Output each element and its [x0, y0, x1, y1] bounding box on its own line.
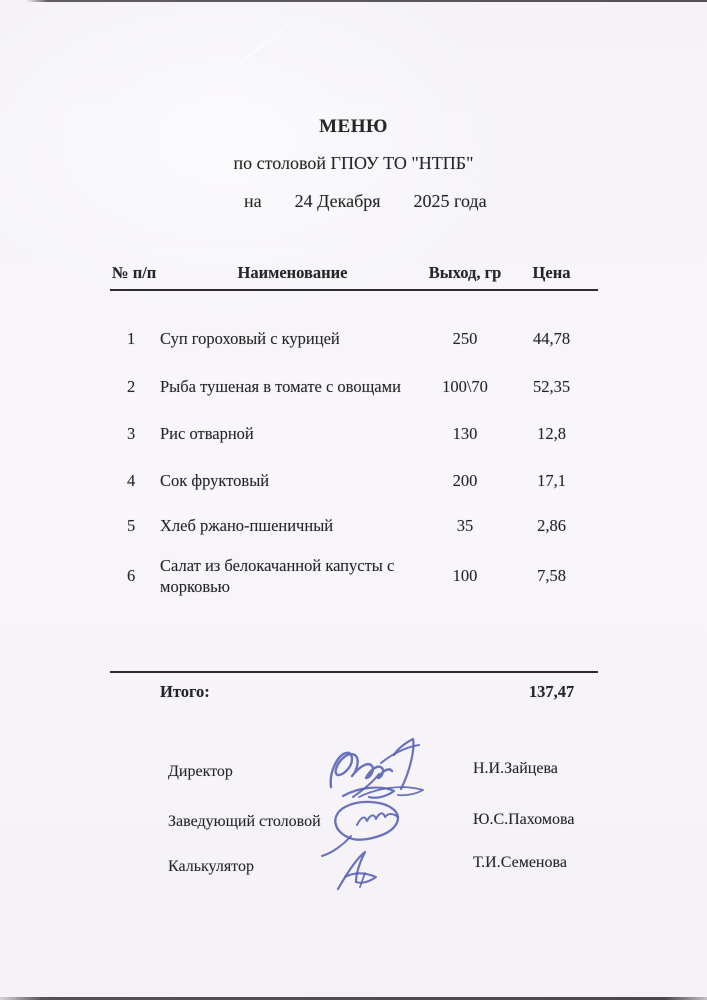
total-rule [110, 671, 598, 673]
row-name: Суп гороховый с курицей [160, 329, 340, 348]
table-row [110, 556, 598, 597]
date-year: 2025 года [413, 191, 487, 211]
date-prefix: на [244, 191, 262, 211]
header-price: Цена [532, 263, 571, 282]
signature-role-calculator: Калькулятор [168, 858, 254, 875]
row-num: 2 [127, 377, 136, 396]
header-rule [110, 289, 598, 291]
table-row [110, 516, 598, 537]
signature-calculator-ink [330, 847, 392, 893]
signature-role-director: Директор [168, 763, 233, 780]
table-header-row [110, 263, 598, 284]
row-price: 17,1 [537, 471, 566, 490]
row-name: Хлеб ржано-пшеничный [160, 516, 334, 535]
header-num: № п/п [112, 263, 157, 282]
row-num: 3 [127, 424, 136, 443]
row-num: 4 [127, 471, 136, 490]
signature-name-canteen-manager: Ю.С.Пахомова [473, 811, 575, 828]
row-num: 5 [127, 516, 136, 535]
table-row [110, 424, 598, 445]
total-row [110, 682, 598, 703]
row-price: 12,8 [537, 424, 566, 443]
table-row [110, 329, 598, 350]
total-value: 137,47 [528, 682, 575, 701]
header-name: Наименование [237, 263, 348, 282]
header-weight: Выход, гр [428, 263, 502, 282]
table-row [110, 377, 598, 398]
row-name: Рыба тушеная в томате с овощами [160, 377, 401, 396]
document-title: МЕНЮ [319, 116, 388, 137]
row-weight: 100\70 [442, 377, 488, 396]
row-name: Салат из белокачанной капусты с морковью [160, 556, 395, 596]
row-weight: 130 [452, 424, 478, 443]
row-weight: 250 [452, 329, 478, 348]
signature-name-director: Н.И.Зайцева [473, 760, 558, 777]
date-value: 24 Декабря [294, 191, 381, 211]
row-weight: 35 [456, 516, 474, 535]
row-weight: 100 [452, 566, 478, 586]
signature-role-canteen-manager: Заведующий столовой [168, 813, 321, 830]
row-num: 1 [127, 329, 136, 348]
row-price: 7,58 [537, 566, 566, 586]
row-price: 2,86 [537, 516, 566, 535]
row-name: Сок фруктовый [160, 471, 270, 490]
total-label: Итого: [160, 682, 210, 701]
document-subtitle: по столовой ГПОУ ТО "НТПБ" [233, 153, 474, 173]
row-price: 44,78 [532, 329, 571, 348]
table-row [110, 471, 598, 492]
signature-name-calculator: Т.И.Семенова [473, 854, 567, 871]
row-price: 52,35 [532, 377, 571, 396]
row-num: 6 [127, 566, 136, 586]
row-name: Рис отварной [160, 424, 254, 443]
row-weight: 200 [452, 471, 478, 490]
